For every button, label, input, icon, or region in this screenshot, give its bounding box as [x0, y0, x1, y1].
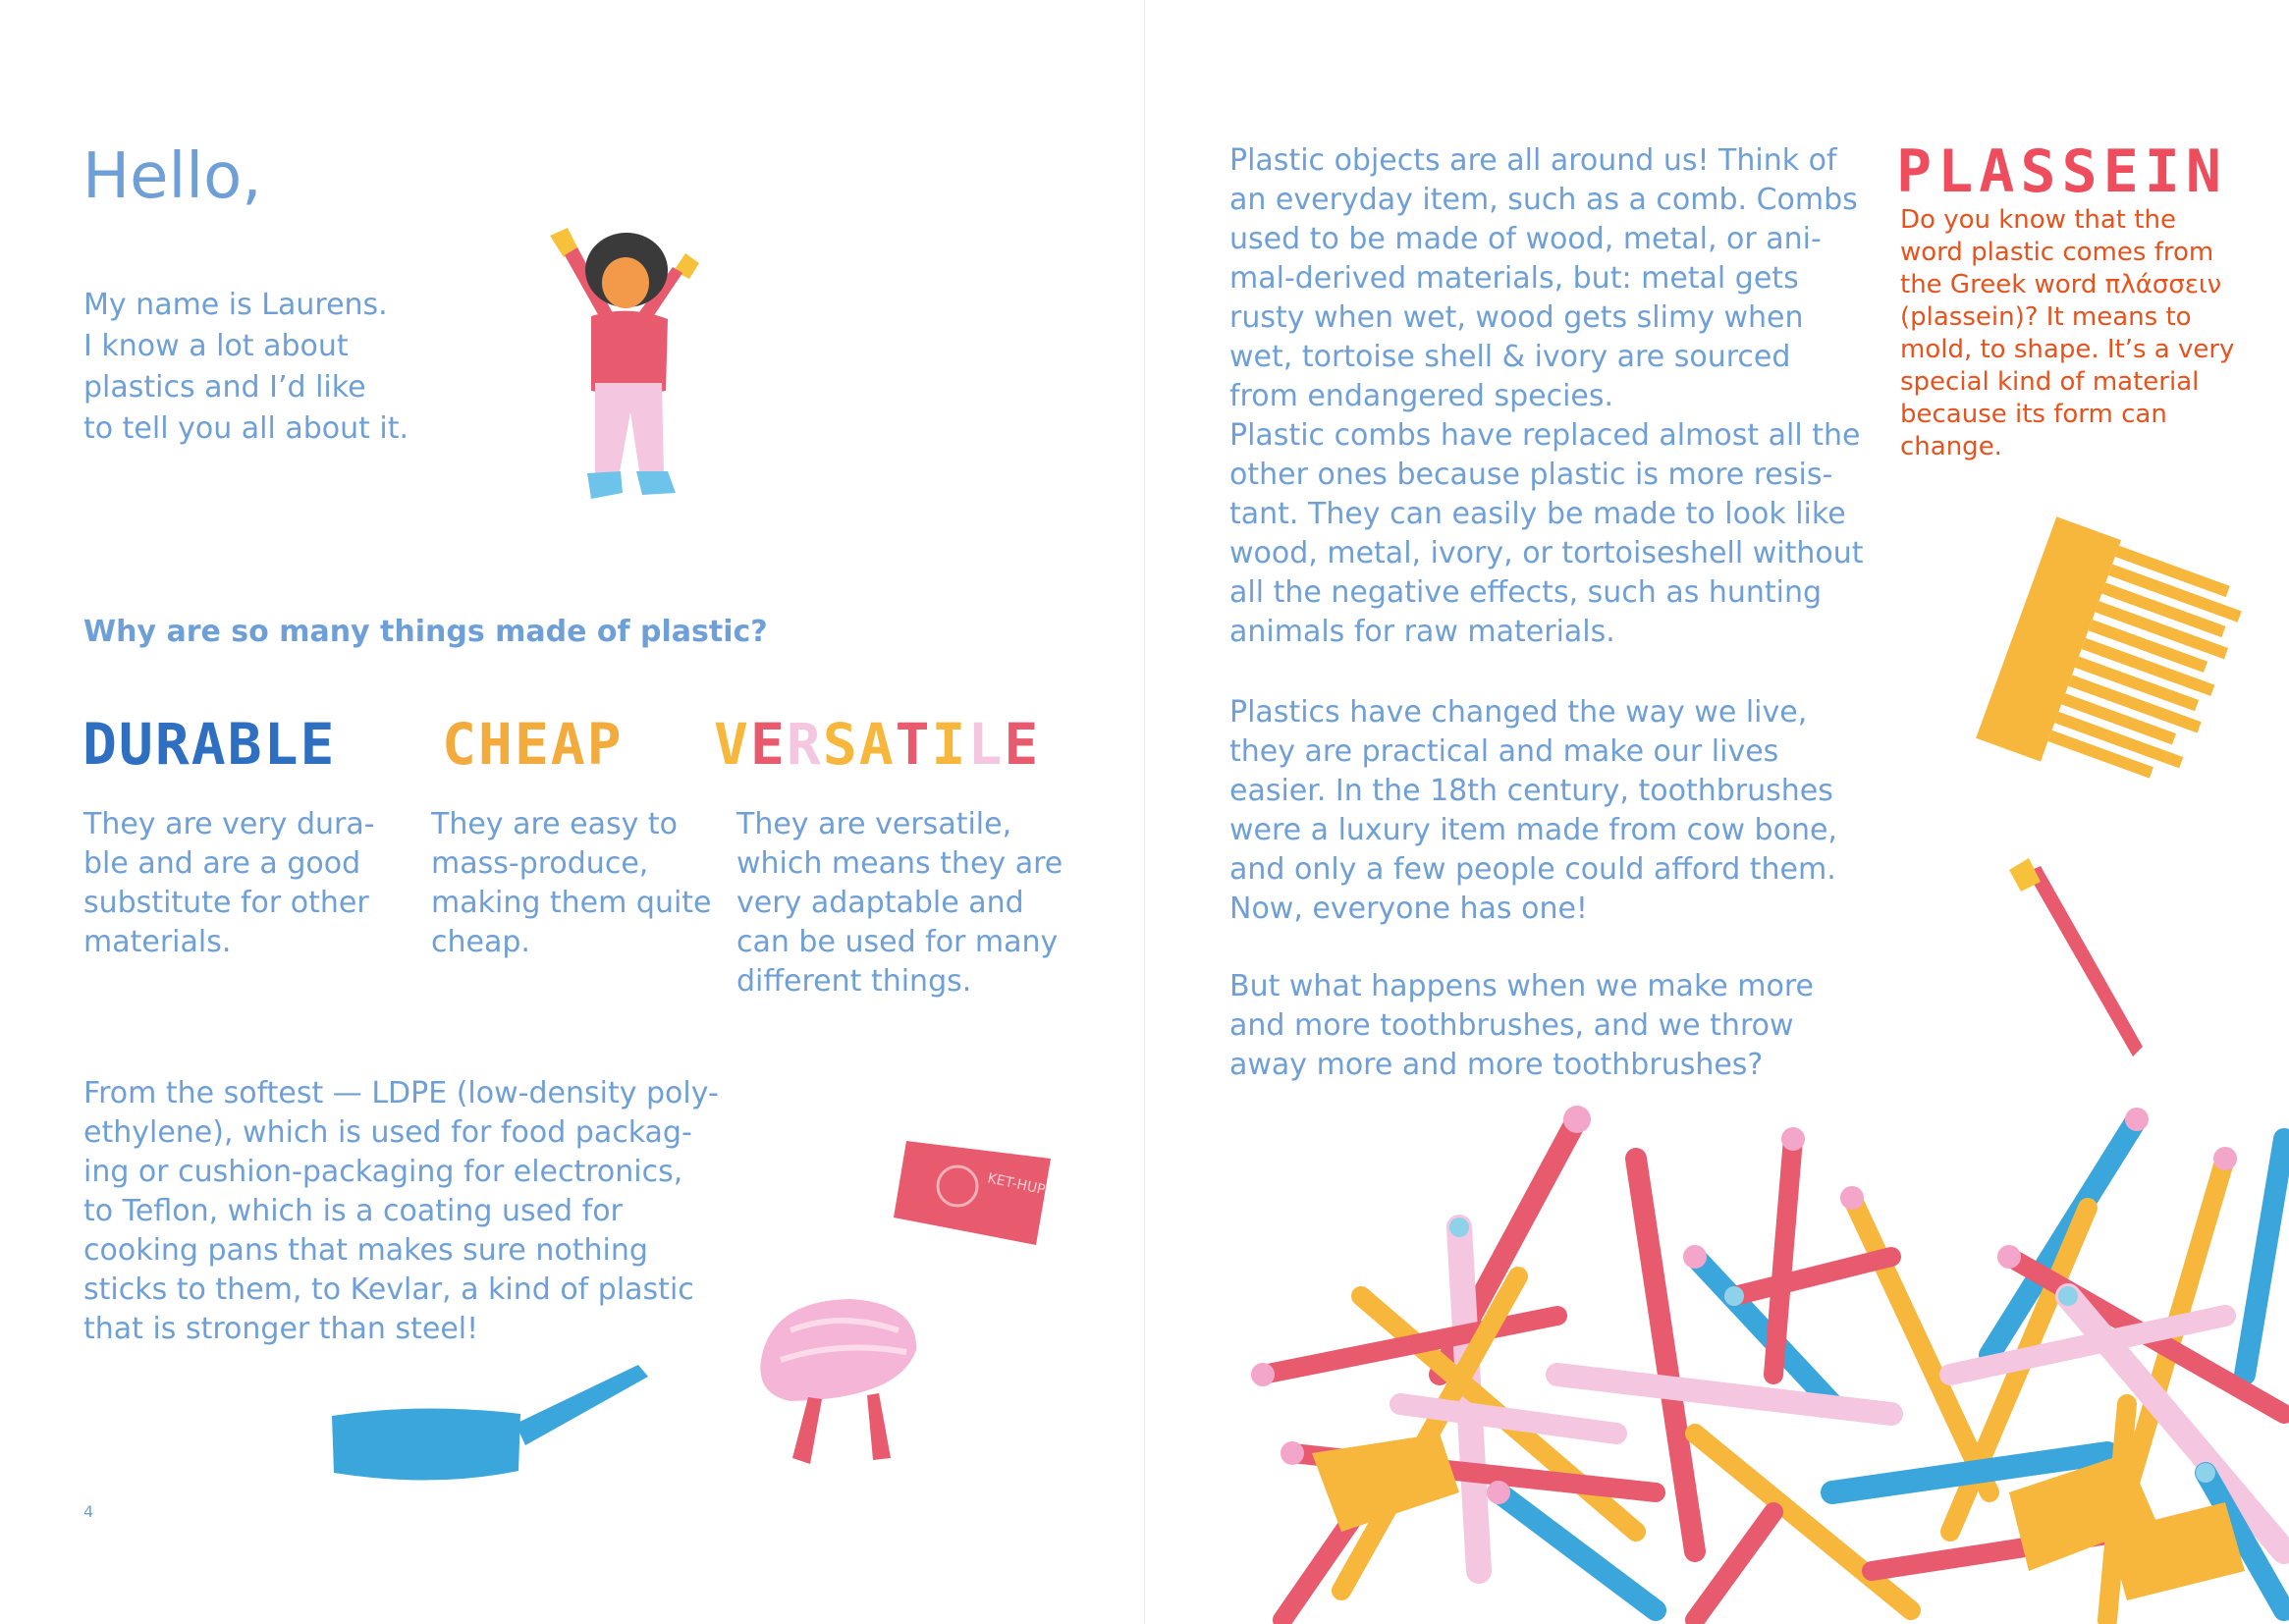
sidebar-line: mold, to shape. It’s a very	[1900, 335, 2235, 364]
versatile-letter: R	[786, 711, 823, 778]
description-line: materials.	[83, 925, 232, 959]
paragraph-line: From the softest — LDPE (low-density poly-	[83, 1076, 719, 1110]
intro-line: My name is Laurens.	[83, 288, 388, 322]
intro-text	[83, 285, 409, 450]
versatile-letter: E	[1004, 711, 1041, 778]
paragraph-line: and more toothbrushes, and we throw	[1229, 1008, 1794, 1043]
paragraph-line: and only a few people could afford them.	[1229, 852, 1836, 887]
laurens-character-illustration	[520, 226, 717, 530]
paragraph-line: were a luxury item made from cow bone,	[1229, 813, 1837, 847]
paragraph-line: animals for raw materials.	[1229, 615, 1615, 649]
plastic-range-paragraph	[83, 1074, 719, 1349]
paragraph-line: tant. They can easily be made to look like	[1229, 497, 1846, 531]
versatile-letter: E	[749, 711, 787, 778]
paragraph-line: mal-derived materials, but: metal gets	[1229, 261, 1799, 296]
description-line: They are very dura-	[83, 807, 375, 841]
intro-line: I know a lot about	[83, 329, 349, 363]
paragraph-line: ethylene), which is used for food packag-	[83, 1115, 692, 1150]
sidebar-line: (plassein)? It means to	[1900, 302, 2192, 332]
cheap-description	[431, 805, 712, 962]
paragraph-line: Plastics have changed the way we live,	[1229, 695, 1808, 730]
paragraph-line: But what happens when we make more	[1229, 969, 1814, 1003]
sidebar-line: Do you know that the	[1900, 205, 2176, 235]
page-number: 4	[83, 1502, 94, 1521]
paragraph-line: cooking pans that makes sure nothing	[83, 1233, 648, 1268]
section-question-heading: Why are so many things made of plastic?	[83, 615, 768, 649]
durable-word: DURABLE	[82, 711, 337, 778]
paragraph-line: used to be made of wood, metal, or ani-	[1229, 222, 1822, 256]
description-line: mass-produce,	[431, 846, 649, 881]
description-line: making them quite	[431, 886, 712, 920]
ketchup-label: KET-HUP	[986, 1170, 1047, 1199]
description-line: substitute for other	[83, 886, 369, 920]
description-line: can be used for many	[736, 925, 1059, 959]
ketchup-packet-illustration	[889, 1119, 1065, 1257]
paragraph-line: Plastic combs have replaced almost all the	[1229, 418, 1861, 453]
paragraph-line: an everyday item, such as a comb. Combs	[1229, 183, 1858, 217]
paragraph-line: sticks to them, to Kevlar, a kind of plastic	[83, 1272, 694, 1307]
left-page	[0, 0, 1144, 1624]
description-line: ble and are a good	[83, 846, 361, 881]
bike-helmet-illustration	[751, 1291, 928, 1488]
versatile-word	[714, 713, 1040, 776]
durable-description	[83, 805, 375, 962]
paragraph-line: Now, everyone has one!	[1229, 892, 1588, 926]
versatile-description	[736, 805, 1063, 1001]
description-line: They are easy to	[431, 807, 679, 841]
versatile-letter: A	[858, 711, 896, 778]
paragraph-line: ing or cushion-packaging for electronics,	[83, 1155, 683, 1189]
greeting-heading: Hello,	[82, 140, 262, 213]
paragraph-line: wood, metal, ivory, or tortoiseshell without	[1229, 536, 1864, 570]
paragraph-line: to Teflon, which is a coating used for	[83, 1194, 623, 1228]
description-line: different things.	[736, 964, 972, 999]
paragraph-line: that is stronger than steel!	[83, 1312, 479, 1346]
versatile-letters	[714, 713, 1040, 776]
description-line: very adaptable and	[736, 886, 1024, 920]
description-line: cheap.	[431, 925, 530, 959]
sidebar-line: special kind of material	[1900, 367, 2200, 397]
versatile-letter: S	[822, 711, 859, 778]
paragraph-line: away more and more toothbrushes?	[1229, 1048, 1764, 1082]
sidebar-line: word plastic comes from	[1900, 238, 2214, 267]
paragraph-line: all the negative effects, such as hunting	[1229, 575, 1823, 610]
cheap-word: CHEAP	[442, 711, 624, 778]
intro-line: to tell you all about it.	[83, 411, 409, 446]
description-line: They are versatile,	[736, 807, 1012, 841]
sidebar-line: change.	[1900, 432, 2002, 461]
paragraph-line: wet, tortoise shell & ivory are sourced	[1229, 340, 1791, 374]
toothbrush-illustration	[1989, 854, 2156, 1070]
comb-illustration	[1940, 511, 2289, 825]
description-line: which means they are	[736, 846, 1063, 881]
versatile-letter: I	[931, 711, 968, 778]
sidebar-line: because its form can	[1900, 400, 2167, 429]
toothbrush-pile-illustration	[1145, 1080, 2289, 1624]
paragraph-line: Plastic objects are all around us! Think of	[1229, 143, 1837, 178]
sidebar-line: the Greek word πλάσσειν	[1900, 270, 2222, 299]
frying-pan-illustration	[324, 1355, 658, 1492]
paragraph-line: easier. In the 18th century, toothbrushes	[1229, 774, 1833, 808]
plassein-title: PLASSEIN	[1896, 137, 2227, 206]
paragraph-line: they are practical and make our lives	[1229, 734, 1779, 769]
versatile-letter: V	[714, 711, 750, 778]
toothbrush-history-paragraph	[1229, 693, 1837, 929]
combs-paragraph	[1229, 141, 1864, 652]
paragraph-line: rusty when wet, wood gets slimy when	[1229, 300, 1804, 335]
versatile-letter: L	[967, 711, 1005, 778]
plassein-sidebar-text	[1900, 204, 2234, 463]
paragraph-line: other ones because plastic is more resis-	[1229, 458, 1833, 492]
right-page	[1145, 0, 2289, 1624]
intro-line: plastics and I’d like	[83, 370, 366, 405]
versatile-letter: T	[895, 711, 932, 778]
paragraph-line: from endangered species.	[1229, 379, 1614, 413]
question-paragraph	[1229, 967, 1814, 1085]
